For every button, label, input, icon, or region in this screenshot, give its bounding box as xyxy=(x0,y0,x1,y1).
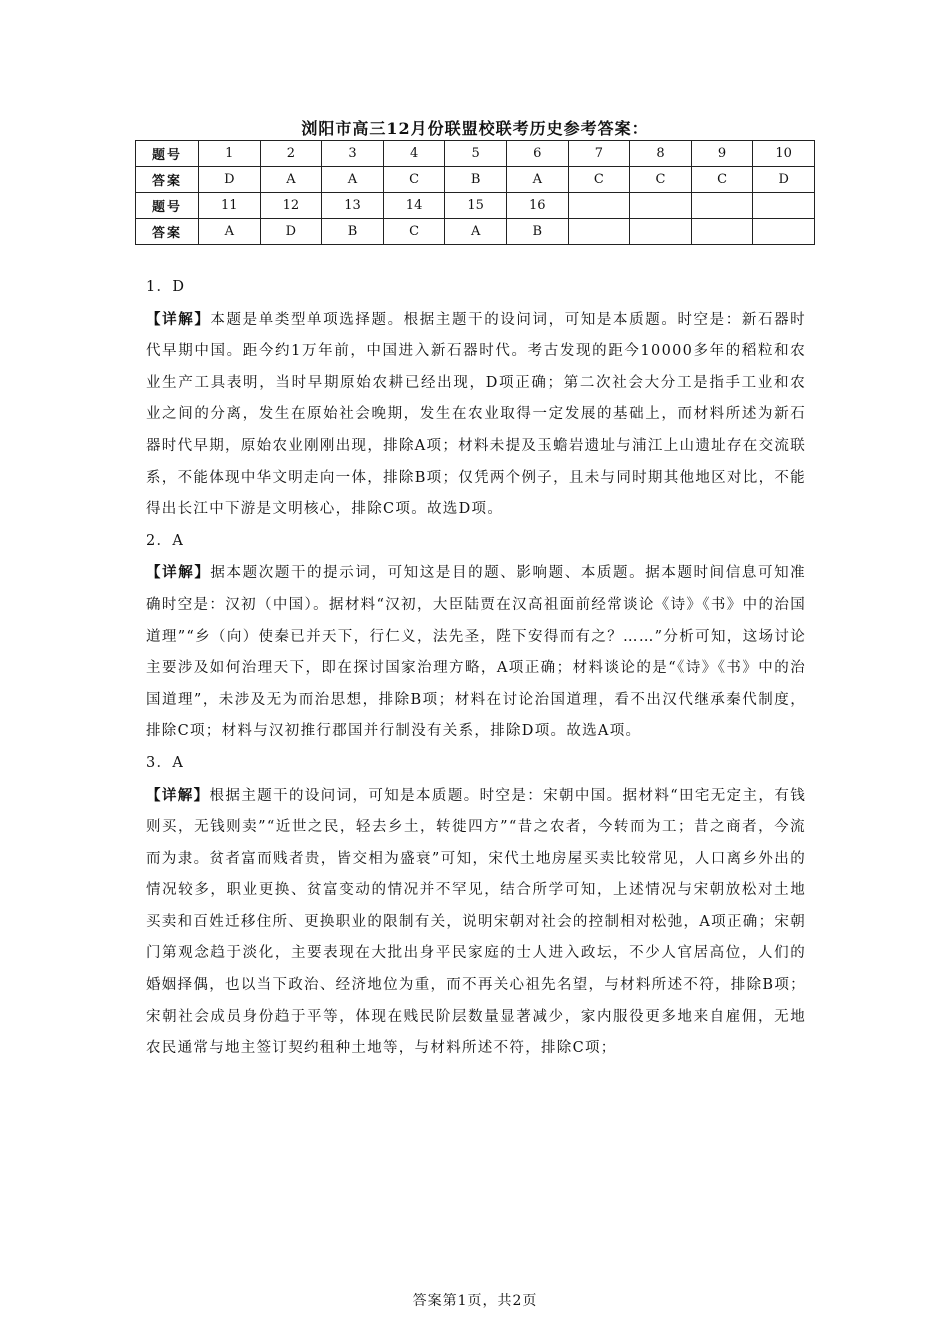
table-row-head: 答案 xyxy=(136,167,199,193)
table-cell: C xyxy=(568,167,630,193)
table-cell: 14 xyxy=(383,193,445,219)
table-row-head: 答案 xyxy=(136,219,199,245)
table-cell xyxy=(753,219,815,245)
table-cell xyxy=(568,193,630,219)
explanation-text: 据本题次题干的提示词，可知这是目的题、影响题、本质题。据本题时间信息可知准确时空是：汉初（中国）。据材料“汉初，大臣陆贾在汉高祖面前经常谈论《诗》《书》中的治国道理”“乡（向）使秦已并天下，行仁义，法先圣，陛下安得而有之？……”分析可知，这场讨论主要涉及如何治理天下，即在探讨国家治理方略，A项正确；材料谈论的是“《诗》《书》中的治国道理”，未涉及无为而治思想，排除B项；材料在讨论治国道理，看不出汉代继承秦代制度，排除C项；材料与汉初推行郡国并行制没有关系，排除D项。故选A项。 xyxy=(146,565,806,740)
table-row xyxy=(136,141,815,167)
table-cell: 15 xyxy=(445,193,507,219)
table-cell: 4 xyxy=(383,141,445,167)
table-cell xyxy=(753,193,815,219)
explanation-text: 根据主题干的设问词，可知是本质题。时空是：宋朝中国。据材料“田宅无定主，有钱则买，无钱则卖”“近世之民，轻去乡土，转徙四方”“昔之农者，今转而为工；昔之商者，今流而为隶。贫者富而贱者贵，皆交相为盛衰”可知，宋代土地房屋买卖比较常见，人口离乡外出的情况较多，职业更换、贫富变动的情况并不罕见，结合所学可知，上述情况与宋朝放松对土地买卖和百姓迁移住所、更换职业的限制有关，说明宋朝对社会的控制相对松弛，A项正确；宋朝门第观念趋于淡化，主要表现在大批出身平民家庭的士人进入政坛，不少人官居高位，人们的婚姻择偶，也以当下政治、经济地位为重，而不再关心祖先名望，与材料所述不符，排除B项；宋朝社会成员身份趋于平等，体现在贱民阶层数量显著减少，家内服役更多地来自雇佣，无地农民通常与地主签订契约租种土地等，与材料所述不符，排除C项； xyxy=(146,787,807,1057)
table-cell xyxy=(691,193,753,219)
table-cell: 1 xyxy=(199,141,261,167)
table-row-head: 题号 xyxy=(136,193,199,219)
explanation-text: 本题是单类型单项选择题。根据主题干的设问词，可知是本质题。时空是：新石器时代早期中国。距今约1万年前，中国进入新石器时代。考古发现的距今10000多年的稻粒和农业生产工具表明，当时早期原始农耕已经出现，D项正确；第二次社会大分工是指手工业和农业之间的分离，发生在原始社会晚期，发生在农业取得一定发展的基础上，而材料所述为新石器时代早期，原始农业刚刚出现，排除A项；材料未提及玉蟾岩遗址与浦江上山遗址存在交流联系，不能体现中华文明走向一体，排除B项；仅凭两个例子，且未与同时期其他地区对比，不能得出长江中下游是文明核心，排除C项。故选D项。 xyxy=(146,311,806,518)
question-number: 1．D xyxy=(146,279,186,295)
table-cell: A xyxy=(322,167,384,193)
question-explanation xyxy=(146,304,806,526)
explanation-tag: 【详解】 xyxy=(146,310,211,328)
table-cell: 2 xyxy=(260,141,322,167)
page-footer: 答案第1页，共2页 xyxy=(412,1293,538,1309)
table-cell: 3 xyxy=(322,141,384,167)
page-title: 浏阳市高三12月份联盟校联考历史参考答案： xyxy=(301,119,649,138)
table-cell xyxy=(630,193,692,219)
table-cell: C xyxy=(383,219,445,245)
question-number: 3．A xyxy=(146,754,185,771)
answer-explanations xyxy=(146,272,806,1065)
table-cell: A xyxy=(260,167,322,193)
answer-table xyxy=(135,140,815,245)
table-cell: B xyxy=(445,167,507,193)
explanation-tag: 【详解】 xyxy=(146,786,210,804)
table-cell: A xyxy=(199,219,261,245)
table-cell: 12 xyxy=(260,193,322,219)
table-cell: D xyxy=(199,167,261,193)
table-row xyxy=(136,167,815,193)
table-cell: B xyxy=(506,219,568,245)
table-cell: 16 xyxy=(506,193,568,219)
table-row xyxy=(136,219,815,245)
table-cell: C xyxy=(383,167,445,193)
table-cell: 11 xyxy=(199,193,261,219)
table-cell: B xyxy=(322,219,384,245)
table-cell xyxy=(691,219,753,245)
table-row-head: 题号 xyxy=(136,141,199,167)
table-cell: 10 xyxy=(753,141,815,167)
question-number: 2．A xyxy=(146,532,185,549)
table-cell: 13 xyxy=(322,193,384,219)
table-cell: C xyxy=(691,167,753,193)
table-cell: A xyxy=(506,167,568,193)
table-cell: C xyxy=(630,167,692,193)
table-cell: 6 xyxy=(506,141,568,167)
table-cell: 8 xyxy=(630,141,692,167)
table-cell: A xyxy=(445,219,507,245)
explanation-tag: 【详解】 xyxy=(146,564,211,582)
question-explanation xyxy=(146,557,806,748)
table-cell xyxy=(630,219,692,245)
table-cell: D xyxy=(260,219,322,245)
table-cell xyxy=(568,219,630,245)
table-cell: D xyxy=(753,167,815,193)
table-row xyxy=(136,193,815,219)
table-cell: 9 xyxy=(691,141,753,167)
table-cell: 7 xyxy=(568,141,630,167)
table-cell: 5 xyxy=(445,141,507,167)
question-explanation xyxy=(146,780,806,1065)
